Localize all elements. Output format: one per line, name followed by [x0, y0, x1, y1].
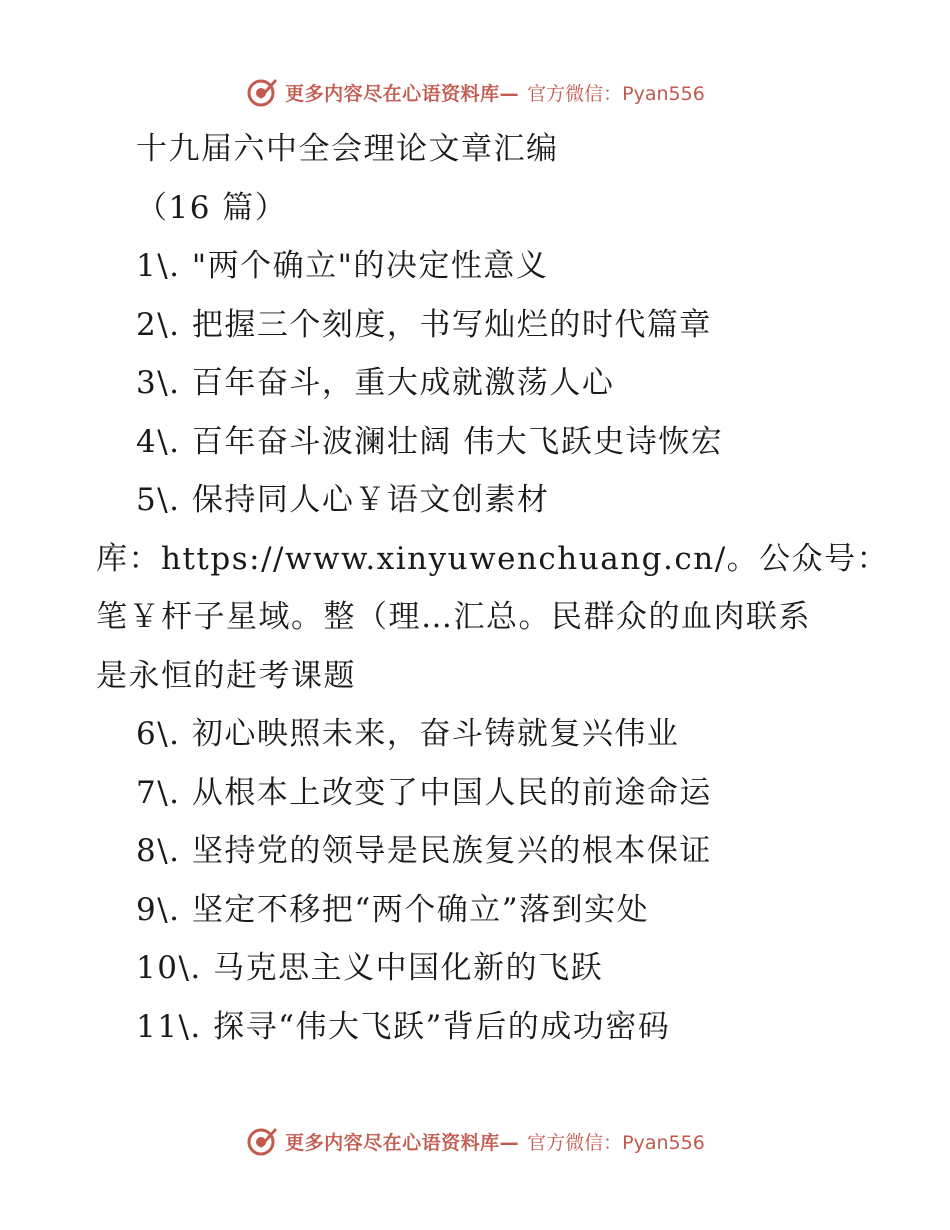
list-item: 8\. 坚持党的领导是民族复兴的根本保证 [136, 833, 712, 869]
header-watermark [0, 72, 950, 112]
list-item: 1\. "两个确立"的决定性意义 [136, 248, 549, 284]
pen-circle-logo [245, 75, 279, 109]
continuation-line: 是永恒的赶考课题 [96, 657, 356, 694]
watermark-suffix: 官方微信：Pyan556 [527, 82, 705, 105]
continuation-line: 笔￥杆子星域。整（理…汇总。民群众的血肉联系 [96, 599, 811, 635]
list-item: 7\. 从根本上改变了中国人民的前途命运 [136, 774, 712, 811]
watermark-text: 更多内容尽在心语资料库— [285, 82, 520, 105]
list-item: 2\. 把握三个刻度，书写灿烂的时代篇章 [136, 306, 712, 343]
continuation-line: 库：https://www.xinyuwenchuang.cn/。公众号： [96, 540, 890, 577]
list-item: 3\. 百年奋斗，重大成就激荡人心 [136, 365, 615, 401]
list-item: 4\. 百年奋斗波澜壮阔 伟大飞跃史诗恢宏 [136, 423, 724, 460]
footer-watermark [0, 1121, 950, 1161]
pen-circle-logo [245, 1124, 279, 1158]
list-item: 5\. 保持同人心￥语文创素材 [136, 482, 550, 518]
list-item: 10\. 马克思主义中国化新的飞跃 [136, 950, 604, 986]
watermark-suffix: 官方微信：Pyan556 [527, 1131, 705, 1154]
watermark-text: 更多内容尽在心语资料库— [285, 1131, 520, 1154]
article-count: （16 篇） [136, 189, 288, 226]
document-body [0, 120, 950, 1056]
list-item: 6\. 初心映照未来，奋斗铸就复兴伟业 [136, 716, 680, 752]
list-item: 11\. 探寻“伟大飞跃”背后的成功密码 [136, 1008, 671, 1045]
document-title: 十九届六中全会理论文章汇编 [136, 131, 559, 167]
list-item: 9\. 坚定不移把“两个确立”落到实处 [136, 891, 650, 928]
